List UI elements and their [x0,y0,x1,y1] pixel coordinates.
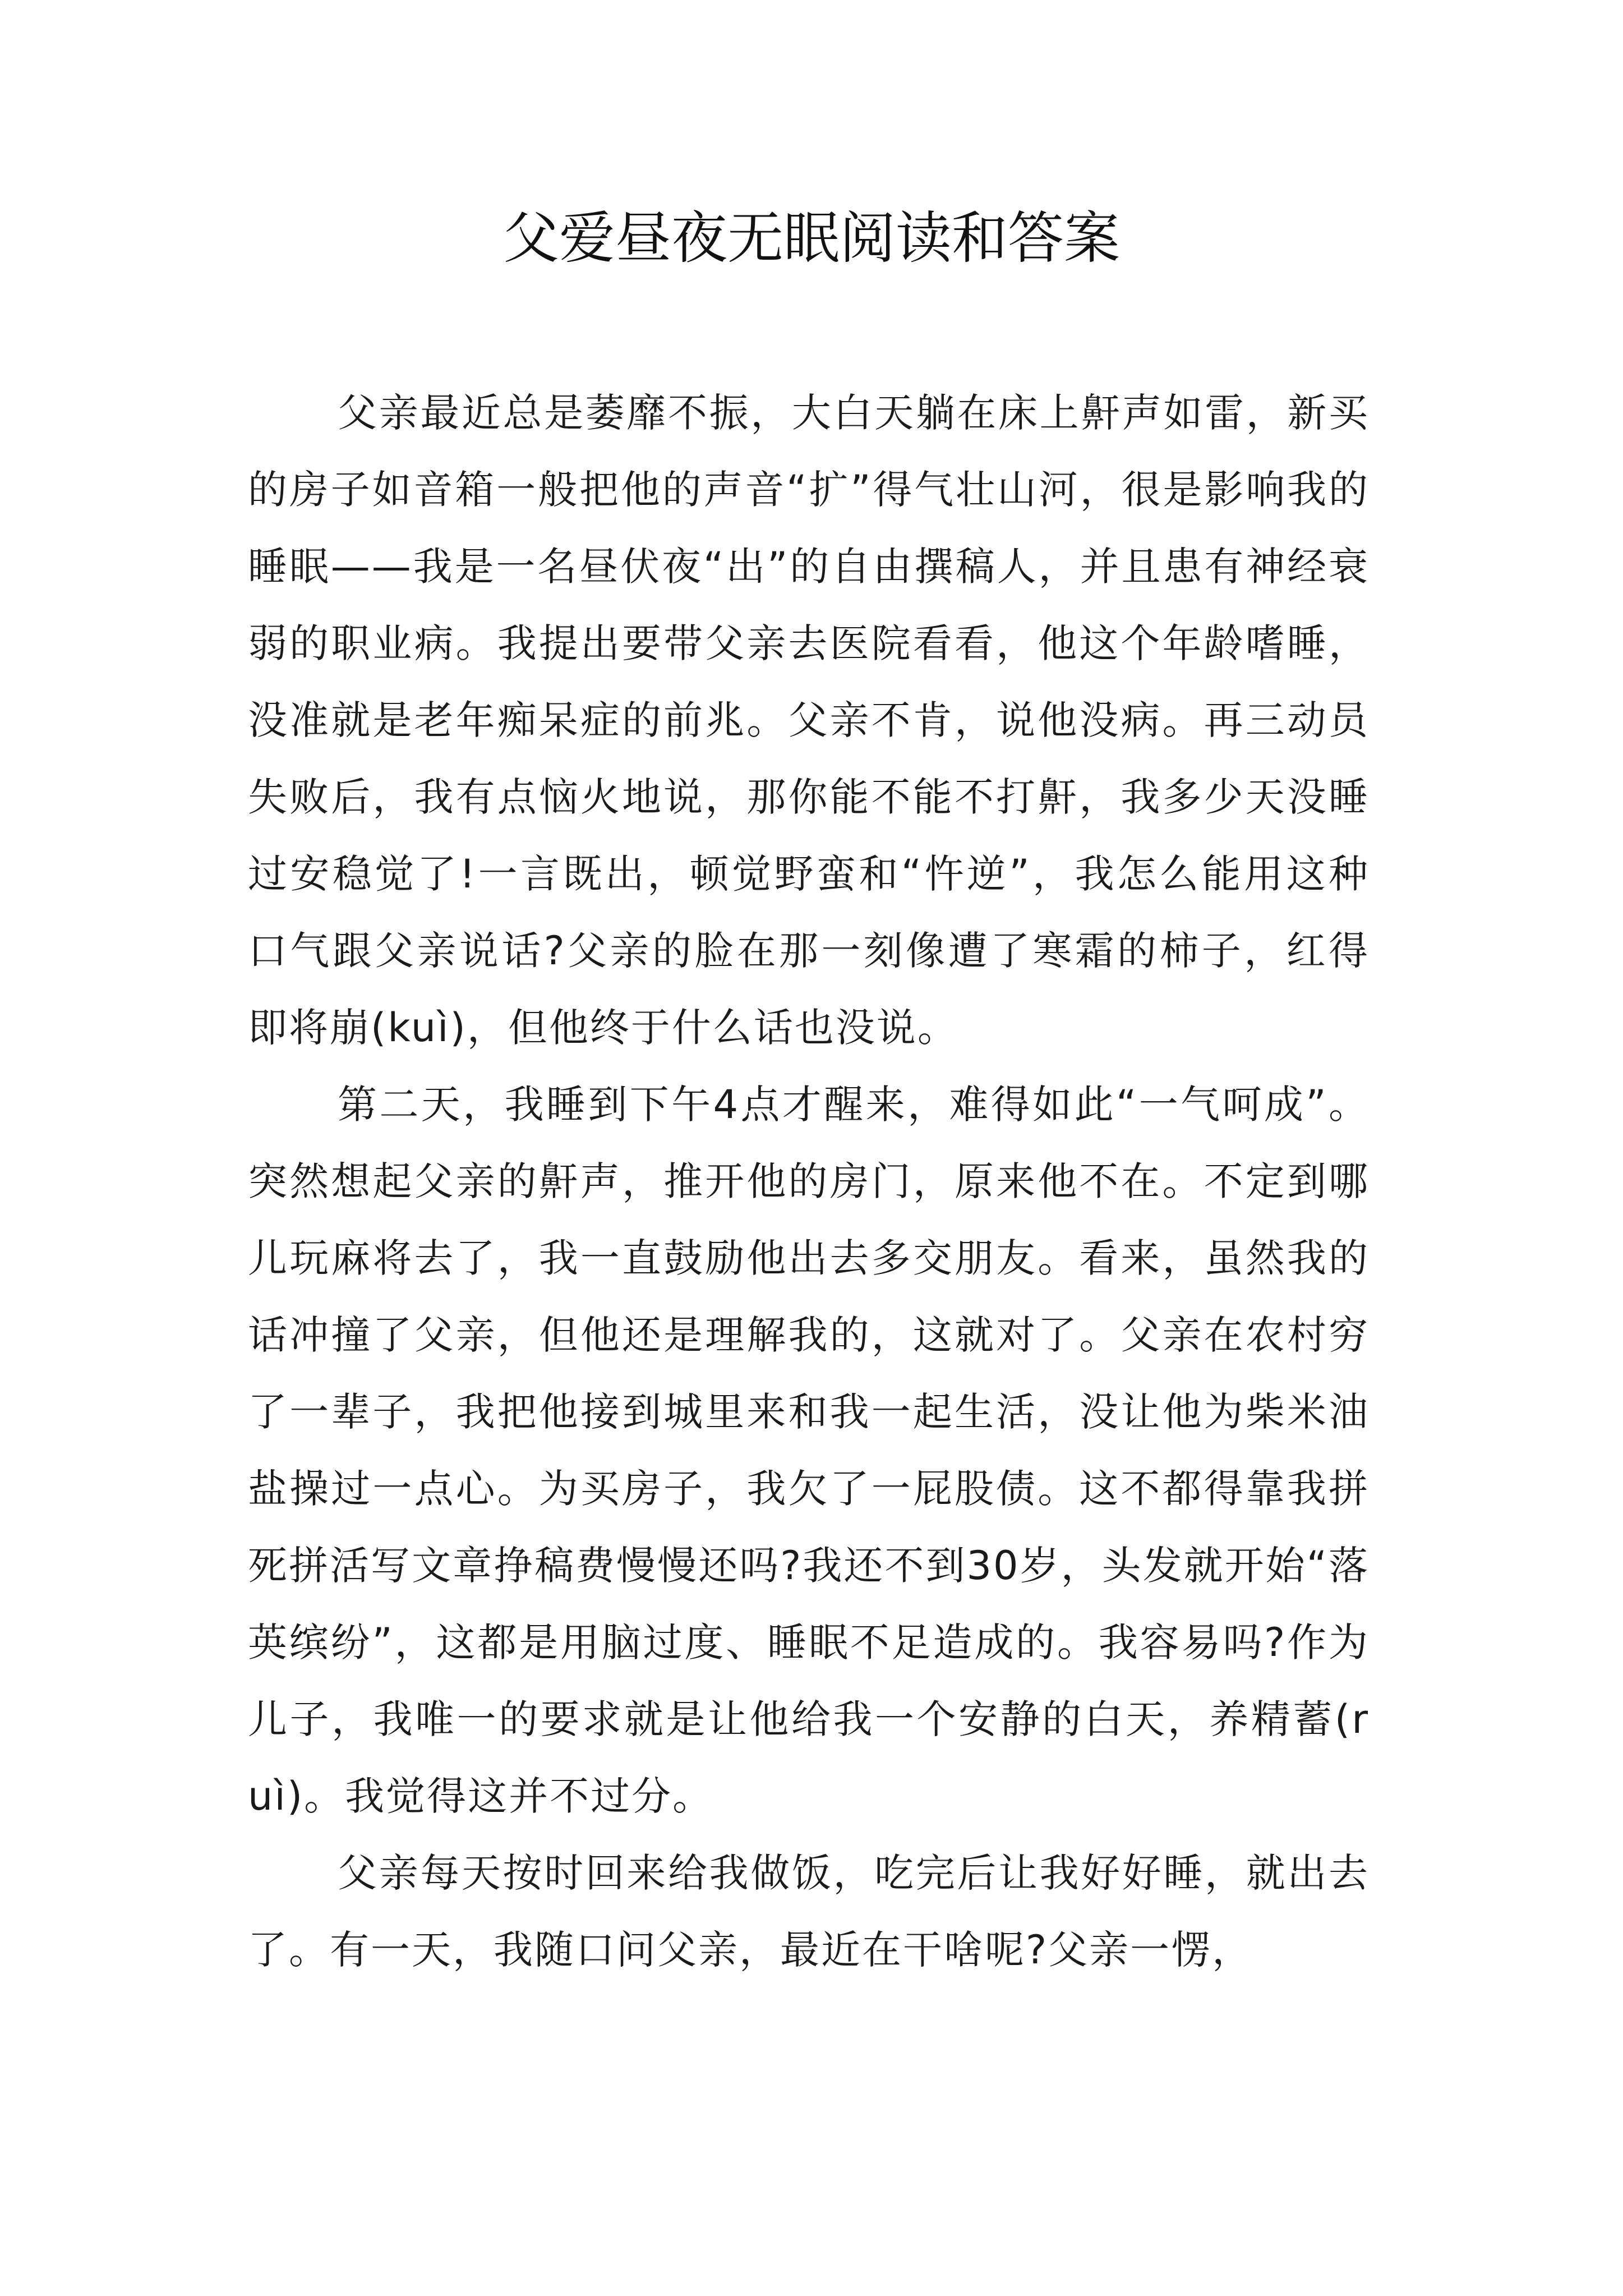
paragraph: 父亲最近总是萎靡不振，大白天躺在床上鼾声如雷，新买的房子如音箱一般把他的声音“扩”得气壮山河，很是影响我的睡眠——我是一名昼伏夜“出”的自由撰稿人，并且患有神经衰弱的职业病。我提出要带父亲去医院看看，他这个年龄嗜睡，没准就是老年痴呆症的前兆。父亲不肯，说他没病。再三动员失败后，我有点恼火地说，那你能不能不打鼾，我多少天没睡过安稳觉了!一言既出，顿觉野蛮和“忤逆”，我怎么能用这种口气跟父亲说话?父亲的脸在那一刻像遭了寒霜的柿子，红得即将崩(kuì)，但他终于什么话也没说。 [248,390,1370,1051]
paragraph: 第二天，我睡到下午4点才醒来，难得如此“一气呵成”。突然想起父亲的鼾声，推开他的房门，原来他不在。不定到哪儿玩麻将去了，我一直鼓励他出去多交朋友。看来，虽然我的话冲撞了父亲，但他还是理解我的，这就对了。父亲在农村穷了一辈子，我把他接到城里来和我一起生活，没让他为柴米油盐操过一点心。为买房子，我欠了一屁股债。这不都得靠我拼死拼活写文章挣稿费慢慢还吗?我还不到30岁，头发就开始“落英缤纷”，这都是用脑过度、睡眠不足造成的。我容易吗?作为儿子，我唯一的要求就是让他给我一个安静的白天，养精蓄(ruì)。我觉得这并不过分。 [248,1082,1370,1819]
document-title: 父爱昼夜无眠阅读和答案 [503,205,1120,271]
article-body [248,375,1370,1989]
paragraph: 父亲每天按时回来给我做饭，吃完后让我好好睡，就出去了。有一天，我随口问父亲，最近在干啥呢?父亲一愣， [248,1850,1370,1973]
